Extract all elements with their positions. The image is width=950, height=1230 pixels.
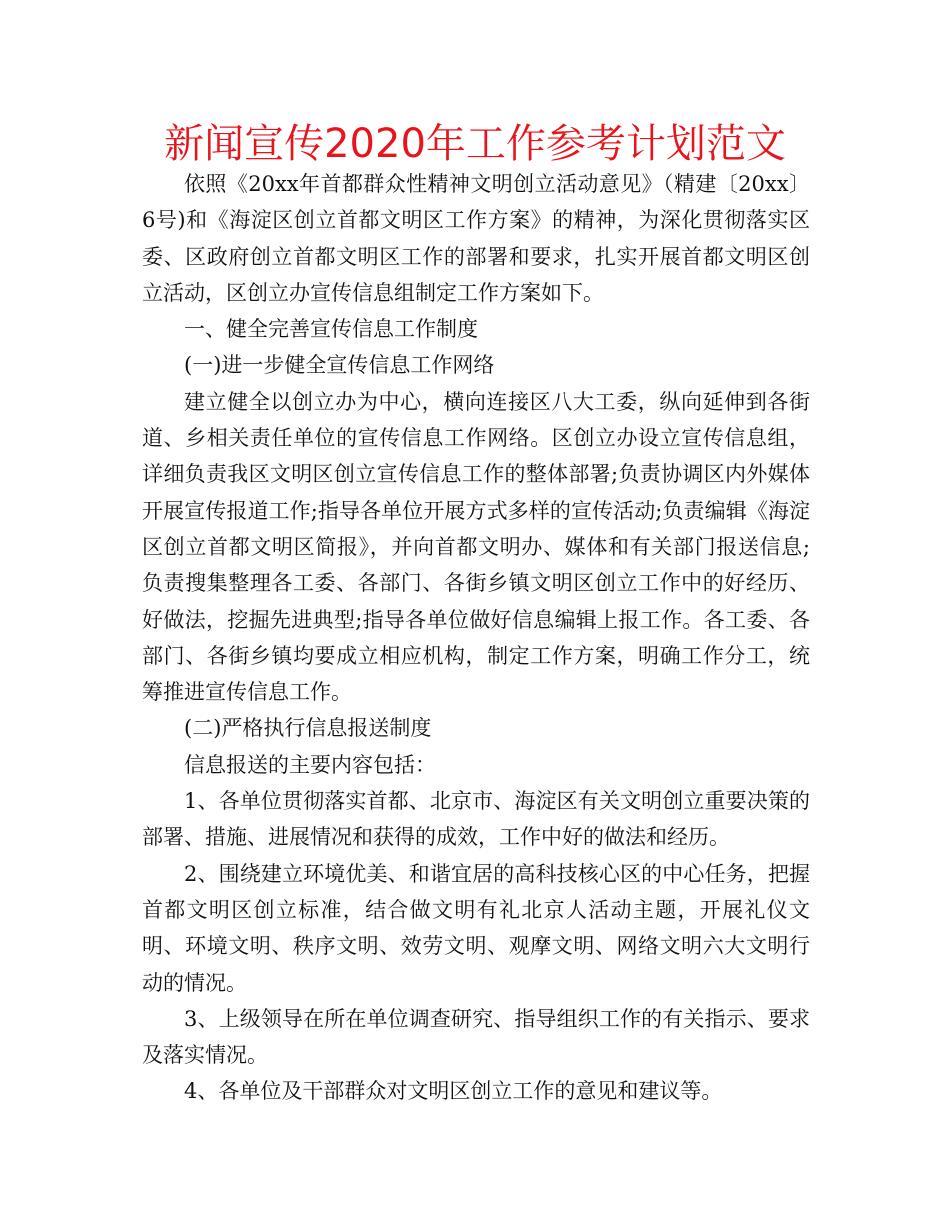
document-body	[142, 166, 810, 1110]
paragraph-network: 建立健全以创立办为中心，横向连接区八大工委，纵向延伸到各街道、乡相关责任单位的宣传信息工作网络。区创立办设立宣传信息组，详细负责我区文明区创立宣传信息工作的整体部署;负责协调区内外媒体开展宣传报道工作;指导各单位开展方式多样的宣传活动;负责编辑《海淀区创立首都文明区简报》，并向首都文明办、媒体和有关部门报送信息;负责搜集整理各工委、各部门、各街乡镇文明区创立工作中的好经历、好做法，挖掘先进典型;指导各单位做好信息编辑上报工作。各工委、各部门、各街乡镇均要成立相应机构，制定工作方案，明确工作分工，统筹推进宣传信息工作。	[142, 389, 810, 705]
list-item-3: 3、上级领导在所在单位调查研究、指导组织工作的有关指示、要求及落实情况。	[142, 1006, 810, 1068]
list-item-2: 2、围绕建立环境优美、和谐宜居的高科技核心区的中心任务，把握首都文明区创立标准，结合做文明有礼北京人活动主题，开展礼仪文明、环境文明、秩序文明、效劳文明、观摩文明、网络文明六大文明行动的情况。	[142, 861, 810, 995]
document-title: 新闻宣传2020年工作参考计划范文	[164, 121, 786, 167]
subsection-heading-2: (二)严格执行信息报送制度	[184, 716, 432, 741]
section-heading-1: 一、健全完善宣传信息工作制度	[184, 317, 478, 342]
list-item-4: 4、各单位及干部群众对文明区创立工作的意见和建议等。	[184, 1079, 723, 1104]
paragraph-intro: 依照《20xx年首都群众性精神文明创立活动意见》（精建〔20xx〕6号)和《海淀区创立首都文明区工作方案》的精神，为深化贯彻落实区委、区政府创立首都文明区工作的部署和要求，扎实开展首都文明区创立活动，区创立办宣传信息组制定工作方案如下。	[142, 172, 810, 305]
subsection-heading-1: (一)进一步健全宣传信息工作网络	[184, 353, 495, 378]
paragraph-content-intro: 信息报送的主要内容包括：	[184, 752, 436, 777]
list-item-1: 1、各单位贯彻落实首都、北京市、海淀区有关文明创立重要决策的部署、措施、进展情况和获得的成效，工作中好的做法和经历。	[142, 789, 810, 850]
